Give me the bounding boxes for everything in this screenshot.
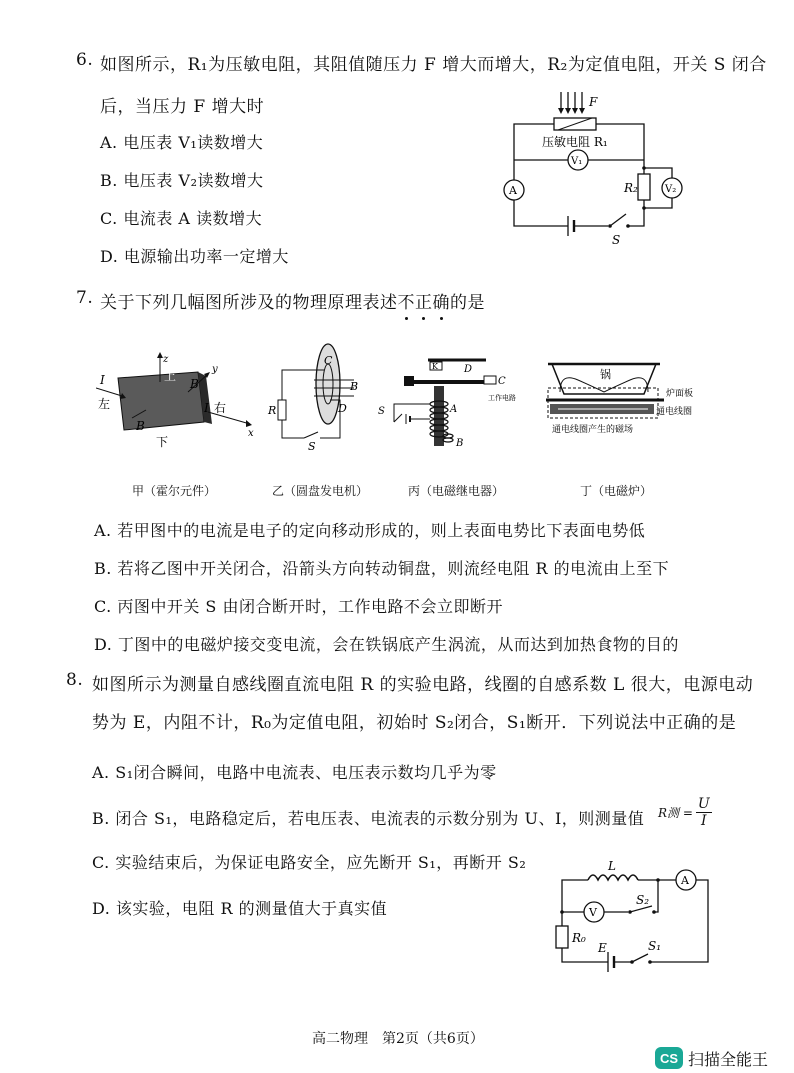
q7-option-c: C. 丙图中开关 S 由闭合断开时，工作电路不会立即断开 bbox=[94, 597, 503, 616]
label-left: 左 bbox=[98, 397, 111, 411]
q6-stem-line2: 后，当压力 F 增大时 bbox=[100, 97, 265, 117]
q7-option-a: A. 若甲图中的电流是电子的定向移动形成的，则上表面电势比下表面电势低 bbox=[94, 521, 646, 540]
emf-label: E bbox=[598, 941, 607, 955]
v2-label: V₂ bbox=[665, 184, 677, 195]
r1-label: 压敏电阻 R₁ bbox=[542, 135, 608, 149]
switch-s bbox=[610, 214, 626, 226]
fig-jia-hall-element bbox=[96, 352, 256, 452]
q6-circuit-figure bbox=[496, 88, 696, 248]
svg-text:D: D bbox=[338, 402, 347, 415]
inductor-coil bbox=[588, 875, 638, 880]
svg-text:z: z bbox=[163, 354, 169, 365]
q8-stem-line2: 势为 E，内阻不计，R₀为定值电阻，初始时 S₂闭合，S₁断开．下列说法中正确的是 bbox=[92, 713, 737, 733]
svg-text:S: S bbox=[378, 406, 385, 417]
svg-text:通电线圈: 通电线圈 bbox=[656, 407, 693, 417]
q6-number: 6. bbox=[76, 50, 94, 70]
formula-lhs: R测 = bbox=[658, 806, 693, 820]
ammeter-label: A bbox=[509, 184, 517, 197]
q8-stem-line1: 如图所示为测量自感线圈直流电阻 R 的实验电路，线圈的自感系数 L 很大，电源电动 bbox=[92, 675, 754, 695]
q8-option-a: A. S₁闭合瞬间，电路中电流表、电压表示数均几乎为零 bbox=[92, 763, 497, 782]
fig-ding-induction-cooker bbox=[538, 354, 698, 444]
svg-text:C: C bbox=[498, 376, 506, 387]
ammeter-label: A bbox=[681, 874, 689, 887]
svg-text:通电线圈产生的磁场: 通电线圈产生的磁场 bbox=[552, 425, 634, 435]
svg-text:C: C bbox=[324, 354, 333, 367]
svg-text:锅: 锅 bbox=[600, 368, 611, 381]
force-label: F bbox=[589, 95, 598, 109]
svg-text:A: A bbox=[450, 404, 458, 415]
svg-text:炉面板: 炉面板 bbox=[666, 389, 694, 399]
svg-text:y: y bbox=[212, 364, 218, 375]
svg-text:B: B bbox=[136, 419, 145, 433]
r0-label: R₀ bbox=[572, 931, 586, 945]
q7-option-d: D. 丁图中的电磁炉接交变电流，会在铁锅底产生涡流，从而达到加热食物的目的 bbox=[94, 635, 679, 654]
label-right: 右 bbox=[214, 401, 227, 415]
svg-text:I: I bbox=[100, 373, 105, 387]
svg-text:I: I bbox=[204, 401, 209, 415]
formula-numerator: U bbox=[697, 796, 710, 812]
q6-option-c: C. 电流表 A 读数增大 bbox=[100, 209, 263, 228]
resistor-r bbox=[278, 400, 286, 420]
q8-circuit-figure bbox=[548, 856, 716, 974]
scanner-watermark-text: 扫描全能王 bbox=[688, 1052, 769, 1069]
caption-jia: 甲（霍尔元件） bbox=[132, 484, 217, 498]
svg-text:B: B bbox=[456, 438, 464, 449]
switch-label: S bbox=[612, 233, 621, 247]
q8-number: 8. bbox=[66, 670, 84, 690]
svg-text:S: S bbox=[308, 440, 316, 452]
caption-ding: 丁（电磁炉） bbox=[580, 484, 653, 498]
svg-text:B: B bbox=[350, 380, 359, 393]
r2-resistor bbox=[638, 174, 650, 200]
inductor-label: L bbox=[608, 859, 616, 873]
svg-text:K: K bbox=[432, 362, 438, 371]
scanner-logo: CS bbox=[655, 1047, 683, 1069]
q7-number: 7. bbox=[76, 288, 94, 308]
s2-label: S₂ bbox=[636, 893, 650, 907]
voltmeter-text: V bbox=[589, 906, 597, 919]
page-footer: 高二物理 第2页（共6页） bbox=[312, 1031, 484, 1047]
q6-option-b: B. 电压表 V₂读数增大 bbox=[100, 171, 264, 190]
label-down: 下 bbox=[156, 435, 169, 449]
r0-resistor bbox=[556, 926, 568, 948]
fig-yi-disk-generator bbox=[264, 340, 374, 452]
q8-option-d: D. 该实验，电阻 R 的测量值大于真实值 bbox=[92, 899, 388, 918]
v1-label: V₁ bbox=[571, 156, 583, 167]
label-up: 上 bbox=[164, 369, 177, 383]
svg-text:D: D bbox=[464, 364, 473, 375]
q7-option-b: B. 若将乙图中开关闭合，沿箭头方向转动铜盘，则流经电阻 R 的电流由上至下 bbox=[94, 559, 670, 578]
switch-s1 bbox=[632, 954, 648, 962]
fig-bing-relay bbox=[376, 352, 516, 452]
q8-option-c: C. 实验结束后，为保证电路安全，应先断开 S₁，再断开 S₂ bbox=[92, 853, 527, 872]
formula-denominator: I bbox=[701, 813, 707, 829]
caption-bing: 丙（电磁继电器） bbox=[408, 484, 505, 498]
caption-yi: 乙（圆盘发电机） bbox=[272, 484, 369, 498]
q6-stem-line1: 如图所示，R₁为压敏电阻，其阻值随压力 F 增大而增大，R₂为定值电阻，开关 S 闭合 bbox=[100, 55, 767, 75]
svg-text:工作电路: 工作电路 bbox=[488, 394, 516, 402]
force-arrows bbox=[561, 92, 582, 110]
q6-option-d: D. 电源输出功率一定增大 bbox=[100, 247, 289, 266]
q7-stem: 关于下列几幅图所涉及的物理原理表述不正确的是 bbox=[100, 293, 485, 313]
svg-text:x: x bbox=[248, 428, 254, 439]
q8-option-b: B. 闭合 S₁，电路稳定后，若电压表、电流表的示数分别为 U、I，则测量值 bbox=[92, 809, 645, 828]
svg-text:R: R bbox=[268, 404, 277, 417]
q6-option-a: A. 电压表 V₁读数增大 bbox=[100, 133, 264, 152]
q8-formula bbox=[658, 796, 712, 829]
svg-text:B: B bbox=[190, 377, 199, 391]
q6-circuit-svg bbox=[496, 88, 696, 248]
r2-label: R₂ bbox=[624, 181, 638, 195]
s1-label: S₁ bbox=[648, 939, 662, 953]
